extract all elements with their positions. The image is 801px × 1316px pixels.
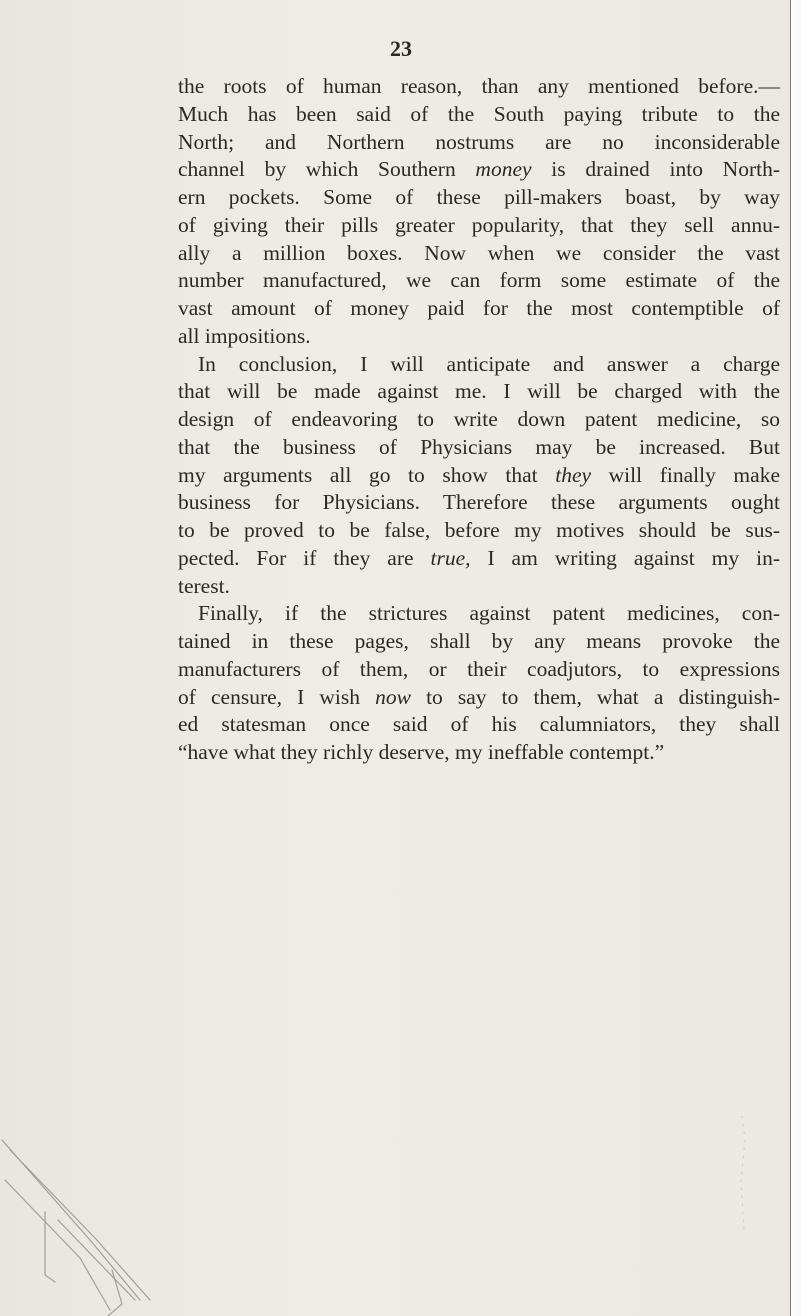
text-line: that will be made against me. I will be charged with the [178, 379, 780, 404]
text-line: vast amount of money paid for the most contemptible of [178, 296, 780, 320]
text-line: Finally, if the strictures against patent medicines, con- [198, 601, 780, 626]
text-line: business for Physicians. Therefore these arguments ought [178, 490, 780, 515]
text-line: to be proved to be false, before my motives should be sus- [178, 518, 780, 542]
text-line: number manufactured, we can form some estimate of the [178, 268, 780, 293]
text-line: channel by which Southern money is drained into North- [178, 157, 781, 182]
text-line: Much has been said of the South paying tribute to the [178, 101, 780, 126]
text-line: my arguments all go to show that they will finally make [178, 462, 780, 487]
text-line: manufacturers of them, or their coadjutors, to expressions [178, 656, 780, 681]
text-line: ern pockets. Some of these pill-makers boast, by way [178, 185, 780, 209]
text-line: In conclusion, I will anticipate and answer a charge [198, 351, 780, 376]
text-line: the roots of human reason, than any mentioned before.— [178, 74, 780, 98]
text-line: of giving their pills greater popularity, that they sell annu- [178, 212, 780, 237]
text-line: all impositions. [178, 323, 311, 348]
text-line: design of endeavoring to write down patent medicine, so [178, 407, 780, 431]
text-line: of censure, I wish now to say to them, what a distinguish- [178, 684, 781, 709]
text-line: pected. For if they are true, I am writing against my in- [178, 545, 780, 570]
text-line: tained in these pages, shall by any means provoke the [178, 629, 780, 653]
text-line: ed statesman once said of his calumniators, they shall [178, 712, 780, 737]
text-line: that the business of Physicians may be increased. But [178, 434, 780, 459]
text-line: “have what they richly deserve, my ineffable contempt.” [178, 740, 665, 764]
page-number: 23 [390, 36, 412, 61]
text-line: terest. [178, 573, 230, 598]
text-line: North; and Northern nostrums are no inconsiderable [178, 129, 780, 154]
text-line: ally a million boxes. Now when we consider the vast [178, 240, 780, 265]
